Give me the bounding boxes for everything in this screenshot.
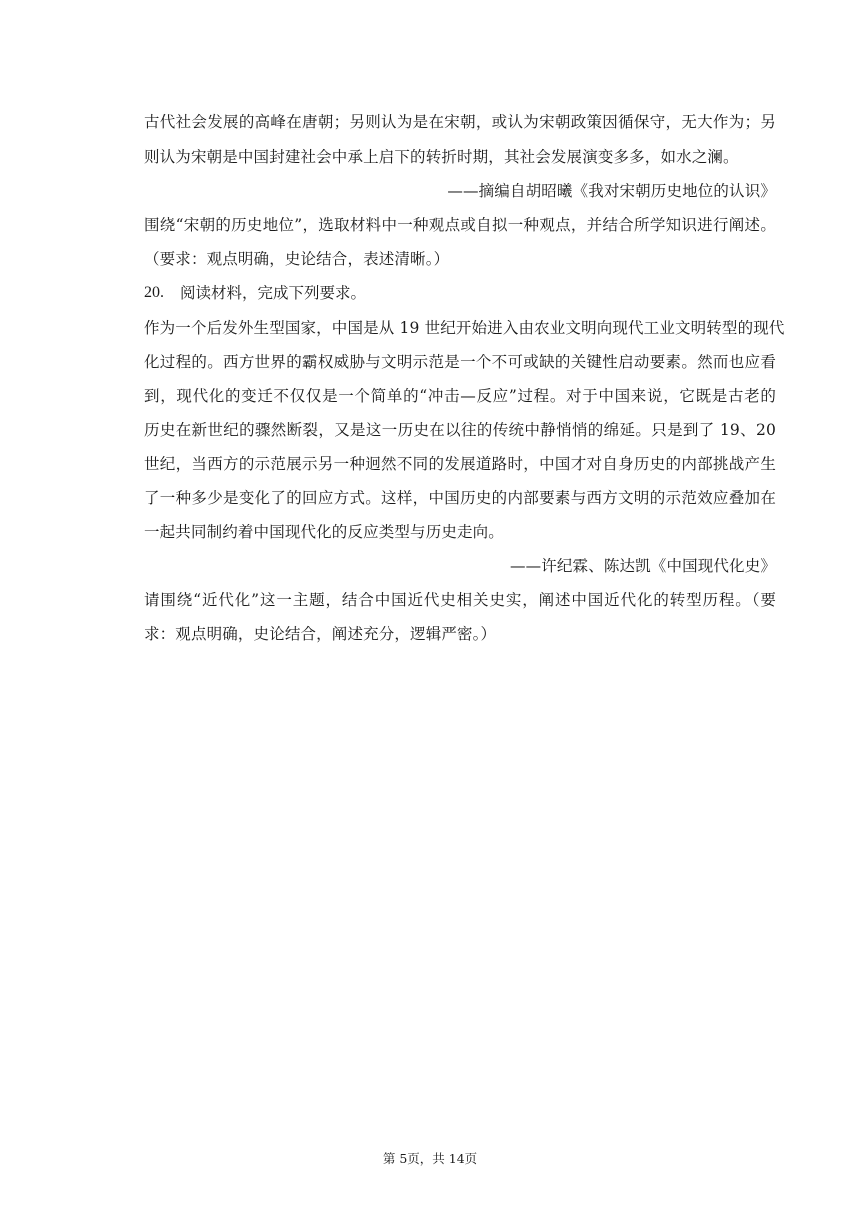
- material-19-source: ——摘编自胡昭曦《我对宋朝历史地位的认识》: [447, 182, 776, 200]
- material-20-line-7: 一起共同制约着中国现代化的反应类型与历史走向。: [144, 523, 504, 541]
- material-19-line-2: 则认为宋朝是中国封建社会中承上启下的转折时期，其社会发展演变多多，如水之澜。: [144, 148, 739, 166]
- page-footer: 第 5页，共 14页: [382, 1151, 478, 1166]
- material-20-source: ——许纪霖、陈达凯《中国现代化史》: [509, 557, 776, 575]
- material-20-line-3: 到，现代化的变迁不仅仅是一个简单的“冲击—反应”过程。对于中国来说，它既是古老的: [144, 387, 776, 405]
- question-19-prompt-line-1: 围绕“宋朝的历史地位”，选取材料中一种观点或自拟一种观点，并结合所学知识进行阐述。: [144, 216, 776, 234]
- material-20-line-1: 作为一个后发外生型国家，中国是从 19 世纪开始进入由农业文明向现代工业文明转型的现代: [144, 319, 785, 337]
- material-20-line-6: 了一种多少是变化了的回应方式。这样，中国历史的内部要素与西方文明的示范效应叠加在: [144, 489, 776, 507]
- question-20-instruction: 阅读材料，完成下列要求。: [180, 284, 367, 302]
- question-20-number: 20.: [144, 284, 164, 301]
- material-20-line-4: 历史在新世纪的骤然断裂，又是这一历史在以往的传统中静悄悄的绵延。只是到了 19、20: [144, 421, 776, 439]
- material-20-line-5: 世纪，当西方的示范展示另一种迥然不同的发展道路时，中国才对自身历史的内部挑战产生: [144, 455, 776, 473]
- material-20-line-2: 化过程的。西方世界的霸权威胁与文明示范是一个不可或缺的关键性启动要素。然而也应看: [144, 353, 776, 371]
- question-19-prompt-line-2: （要求：观点明确，史论结合，表述清晰。）: [144, 250, 450, 268]
- material-19-line-1: 古代社会发展的高峰在唐朝；另则认为是在宋朝，或认为宋朝政策因循保守，无大作为；另: [144, 113, 776, 131]
- question-20-prompt-line-1: 请围绕“近代化”这一主题，结合中国近代史相关史实，阐述中国近代化的转型历程。（要: [144, 591, 776, 609]
- question-20-prompt-line-2: 求：观点明确，史论结合，阐述充分，逻辑严密。）: [144, 625, 497, 643]
